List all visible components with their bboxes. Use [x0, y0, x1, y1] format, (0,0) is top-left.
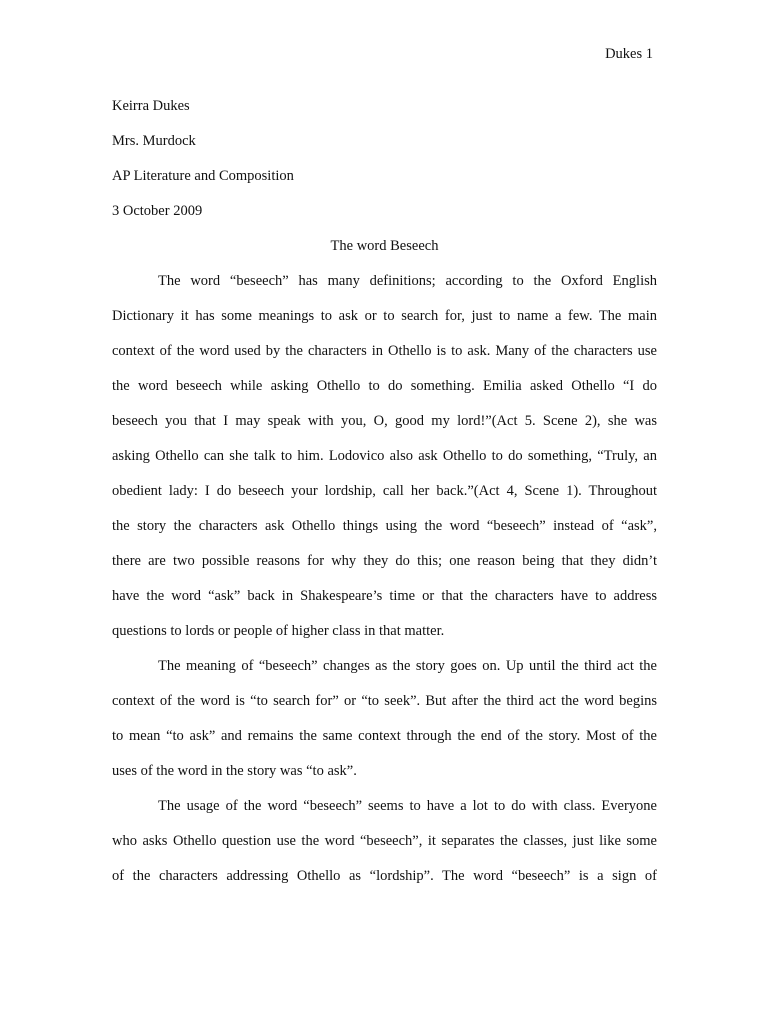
paragraph-line: of the characters addressing Othello as “lordship”. The word “beseech” is a sign of — [112, 868, 657, 884]
paragraph-line: who asks Othello question use the word “beseech”, it separates the classes, just like some — [112, 833, 657, 849]
paragraph-line: beseech you that I may speak with you, O, good my lord!”(Act 5. Scene 2), she was — [112, 413, 657, 429]
paragraph-line: to mean “to ask” and remains the same context through the end of the story. Most of the — [112, 728, 657, 744]
paragraph-line: The word “beseech” has many definitions; according to the Oxford English — [158, 273, 657, 289]
paragraph-2 — [112, 649, 657, 789]
paragraph-line: context of the word is “to search for” or “to seek”. But after the third act the word begins — [112, 693, 657, 709]
paragraph-line: there are two possible reasons for why they do this; one reason being that they didn’t — [112, 553, 657, 569]
paragraph-line: have the word “ask” back in Shakespeare’s time or that the characters have to address — [112, 588, 657, 604]
paragraph-line: context of the word used by the characters in Othello is to ask. Many of the characters use — [112, 343, 657, 359]
essay-date: 3 October 2009 — [112, 203, 203, 219]
essay-title: The word Beseech — [330, 238, 439, 254]
course-name: AP Literature and Composition — [112, 168, 294, 184]
paragraph-1 — [112, 264, 657, 649]
author-name: Keirra Dukes — [112, 98, 190, 114]
paragraph-line: Dictionary it has some meanings to ask or to search for, just to name a few. The main — [112, 308, 657, 324]
paragraph-line: asking Othello can she talk to him. Lodovico also ask Othello to do something, “Truly, an — [112, 448, 657, 464]
paragraph-line: The usage of the word “beseech” seems to have a lot to do with class. Everyone — [158, 798, 657, 814]
paragraph-line: the word beseech while asking Othello to do something. Emilia asked Othello “I do — [112, 378, 657, 394]
paragraph-line: obedient lady: I do beseech your lordship, call her back.”(Act 4, Scene 1). Throughout — [112, 483, 657, 499]
paragraph-line: uses of the word in the story was “to ask”. — [112, 763, 357, 779]
instructor-name: Mrs. Murdock — [112, 133, 196, 149]
running-head-page-number: Dukes 1 — [605, 46, 653, 62]
essay-body — [112, 89, 657, 894]
paragraph-3 — [112, 789, 657, 894]
paragraph-line: the story the characters ask Othello things using the word “beseech” instead of “ask”, — [112, 518, 657, 534]
paragraph-line: questions to lords or people of higher class in that matter. — [112, 623, 445, 639]
paragraph-line: The meaning of “beseech” changes as the story goes on. Up until the third act the — [158, 658, 657, 674]
